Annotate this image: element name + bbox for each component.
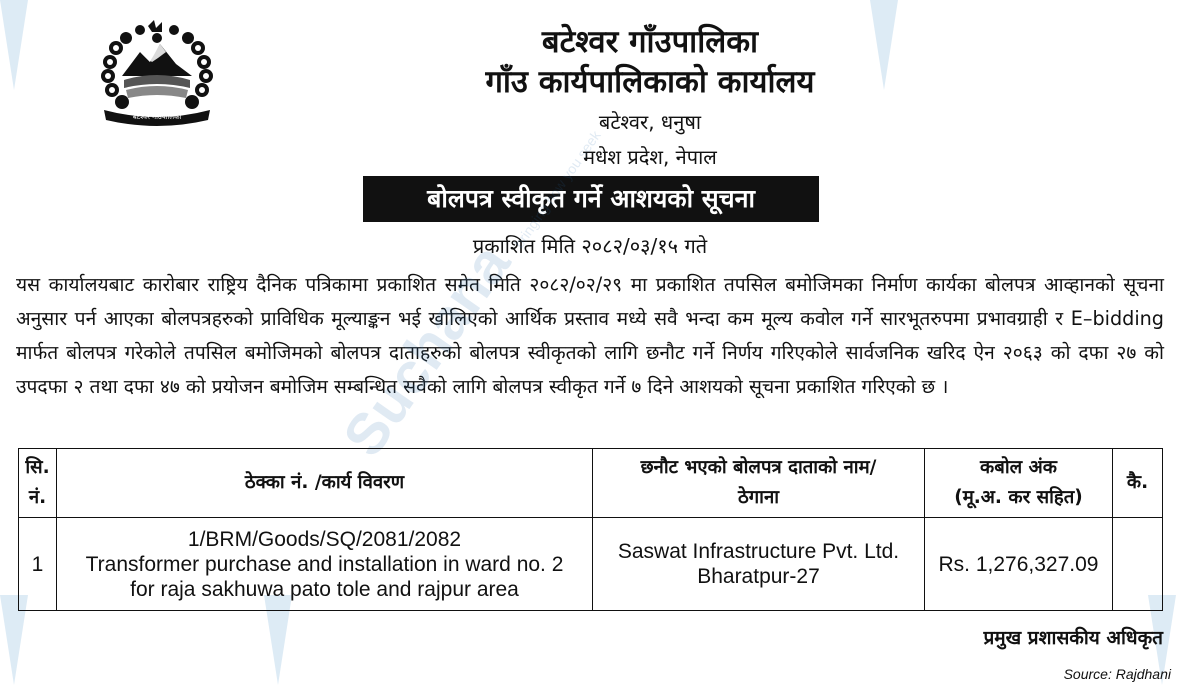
bid-table <box>18 448 1163 611</box>
published-date: प्रकाशित मिति २०८२/०३/१५ गते <box>472 234 708 258</box>
header-bidder: छनौट भएको बोलपत्र दाताको नाम/ ठेगाना <box>593 449 925 518</box>
logo-text: बटेश्वर गाँउपालिका <box>132 113 182 121</box>
contract-number: 1/BRM/Goods/SQ/2081/2082 <box>187 527 462 551</box>
notice-title: बोलपत्र स्वीकृत गर्ने आशयको सूचना <box>363 176 819 222</box>
cell-remarks <box>1113 518 1163 611</box>
cell-bidder <box>593 518 925 611</box>
cell-bid-amount: Rs. 1,276,327.09 <box>925 518 1113 611</box>
bidder-address: Bharatpur-27 <box>697 565 820 588</box>
decorative-shape <box>0 0 28 90</box>
header-remarks: कै. <box>1113 449 1163 518</box>
bidder-name: Saswat Infrastructure Pvt. Ltd. <box>617 540 900 563</box>
government-emblem-icon <box>96 18 218 130</box>
header-contract-description: ठेक्का नं. /कार्य विवरण <box>57 449 593 518</box>
watermark-tagline: bringing how you seek <box>510 127 604 251</box>
cell-contract-description <box>57 518 593 611</box>
office-province: मधेश प्रदेश, नेपाल <box>583 145 717 169</box>
cell-serial-number: 1 <box>19 518 57 611</box>
table-row <box>19 518 1163 611</box>
header-serial-number: सि. नं. <box>19 449 57 518</box>
watermark-text: Suchana <box>330 232 523 468</box>
notice-body: यस कार्यालयबाट कारोबार राष्ट्रिय दैनिक पत्रिकामा प्रकाशित समेत मिति २०८२/०२/२९ मा प्रकाशित तपसिल बमोजिमका निर्माण कार्यका बोलपत्र आव्हानको सूचना अनुसार पर्न आएका बोलपत्रहरुको प्राविधिक मूल्याङ्कन भई खोलिएको आर्थिक प्रस्ताव मध्ये सवै भन्दा कम मूल्य कवोल गर्ने सारभूतरुपमा प्रभावग्राही र E–bidding मार्फत बोलपत्र गरेकोले तपसिल बमोजिमको बोलपत्र दाताहरुको बोलपत्र स्वीकृतको लागि छनौट गर्ने निर्णय गरिएकोले सार्वजनिक खरिद ऐन २०६३ को दफा २७ को उपदफा २ तथा दफा ४७ को प्रयोजन बमोजिम सम्बन्धित सवैको लागि बोलपत्र स्वीकृत गर्ने ७ दिने आशयको सूचना प्रकाशित गरिएको छ । <box>16 273 1164 398</box>
table-header-row <box>19 449 1163 518</box>
contract-desc-line1: Transformer purchase and installation in ward no. 2 <box>85 552 564 576</box>
contract-desc-line2: for raja sakhuwa pato tole and rajpur area <box>130 577 519 601</box>
municipality-name: बटेश्वर गाँउपालिका <box>541 24 759 60</box>
office-name: गाँउ कार्यपालिकाको कार्यालय <box>485 64 815 100</box>
header-bid-amount: कबोल अंक (मू.अ. कर सहित) <box>925 449 1113 518</box>
source-credit: Source: Rajdhani <box>1063 666 1171 682</box>
office-location: बटेश्वर, धनुषा <box>598 110 702 134</box>
signatory-title: प्रमुख प्रशासकीय अधिकृत <box>983 627 1163 649</box>
